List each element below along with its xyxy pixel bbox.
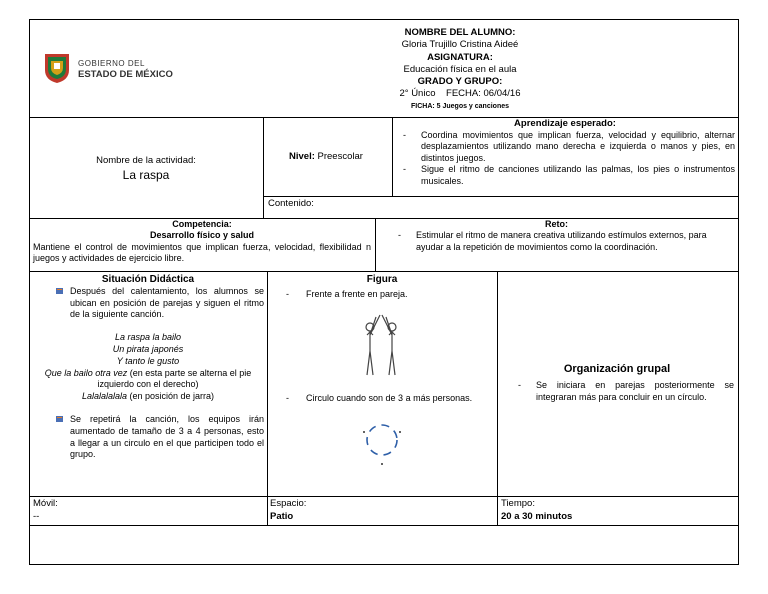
header-info: [320, 27, 600, 113]
figura-cell: [270, 274, 494, 299]
figura-title: Figura: [366, 274, 398, 285]
activity-name-cell: [30, 155, 262, 182]
logo-line-1: GOBIERNO DEL: [78, 59, 145, 68]
tiempo-label: Tiempo:: [501, 498, 535, 509]
reto-title: Reto:: [545, 219, 568, 229]
espacio-label: Espacio:: [270, 498, 307, 509]
grade-value: 2° Único: [399, 88, 436, 100]
level-label: Nivel:: [289, 151, 315, 162]
movil-label: Móvil:: [33, 498, 58, 509]
book-bullet-icon: [56, 415, 64, 423]
song-line: Un pirata japonés: [112, 343, 184, 354]
organizacion-cell: [500, 364, 734, 403]
rule-contenido: [263, 196, 739, 197]
pair-facing-illustration: [356, 311, 406, 379]
rule-v3: [375, 218, 376, 271]
espacio-cell: [270, 498, 306, 523]
rule-v4: [267, 271, 268, 525]
competencia-text: Mantiene el control de movimientos que implican fuerza, velocidad, flexibilidad n juegos y actividades de ejercicio libre.: [33, 241, 371, 264]
song-line: Lalalalalala (en posición de jarra): [81, 391, 215, 402]
situacion-cell: [32, 274, 264, 461]
dash-icon: -: [403, 129, 406, 140]
tiempo-value: 20 a 30 minutos: [501, 510, 573, 522]
situacion-paragraph-2: Se repetirá la canción, los equipos irán aumentado de tamaño de 3 a 4 personas, esto a llegar a un circulo en el que participen todo el grupo.: [54, 414, 264, 461]
dash-icon: -: [286, 393, 289, 403]
competencia-subtitle: Desarrollo físico y salud: [149, 230, 255, 241]
dash-icon: -: [518, 379, 521, 390]
rule-v2: [392, 117, 393, 196]
date-text: FECHA: 06/04/16: [446, 88, 521, 100]
dash-icon: -: [403, 164, 406, 175]
rule-row4: [29, 496, 739, 497]
rule-v5: [497, 271, 498, 525]
rule-v1: [263, 117, 264, 218]
tiempo-cell: [501, 498, 572, 523]
activity-name-label: Nombre de la actividad:: [96, 155, 196, 166]
ficha-label: FICHA: 5 Juegos y canciones: [410, 102, 510, 110]
subject-label: ASIGNATURA:: [427, 51, 493, 63]
figura-item-1: - Frente a frente en pareja.: [286, 289, 408, 299]
song-line: La raspa la bailo: [114, 332, 182, 343]
movil-value: --: [33, 510, 40, 522]
logo-line-2: ESTADO DE MÉXICO: [78, 69, 173, 80]
activity-name-value: La raspa: [122, 168, 170, 182]
subject-value: Educación física en el aula: [403, 63, 517, 75]
rule-row3: [29, 271, 739, 272]
figura-item-2: - Circulo cuando son de 3 a más personas.: [286, 393, 473, 403]
espacio-value: Patio: [270, 510, 294, 522]
song-line: Que la bailo otra vez (en esta parte se alterna el pie izquierdo con el derecho): [44, 367, 252, 390]
learning-item-2: - Sigue el ritmo de canciones utilizando las palmas, los pies o instrumentos musicales.: [403, 164, 735, 186]
student-name: Gloria Trujillo Cristina Aideé: [401, 39, 519, 51]
organizacion-title: Organización grupal: [563, 363, 671, 375]
reto-cell: [378, 219, 735, 253]
song-lyrics: [32, 332, 264, 403]
circle-formation-illustration: [360, 420, 404, 472]
level-value: Preescolar: [317, 151, 363, 162]
state-logo: [42, 52, 182, 86]
reto-item: - Estimular el ritmo de manera creativa utilizando estímulos externos, para ayudar a la repetición de movimientos como la coordinación.: [398, 230, 707, 252]
grade-date-line: [320, 88, 600, 100]
situacion-paragraph-1: Después del calentamiento, los alumnos se ubican en posición de parejas y siguen el ritmo de la siguiente canción.: [54, 286, 264, 321]
organizacion-item: - Se iniciara en parejas posteriormente se integraran más para concluir en un círculo.: [518, 379, 734, 402]
student-label: NOMBRE DEL ALUMNO:: [404, 27, 516, 38]
learning-title: Aprendizaje esperado:: [514, 118, 616, 129]
competencia-title: Competencia:: [172, 219, 232, 229]
level-cell: [289, 151, 363, 162]
coat-of-arms-icon: [42, 52, 72, 84]
grade-label: GRADO Y GRUPO:: [417, 76, 503, 88]
song-line: Y tanto le gusto: [116, 355, 180, 366]
dash-icon: -: [398, 230, 401, 241]
book-bullet-icon: [56, 287, 64, 295]
competencia-cell: [33, 219, 371, 265]
content-label: Contenido:: [268, 198, 314, 209]
learning-cell: [395, 118, 735, 188]
learning-item-1: - Coordina movimientos que implican fuerza, velocidad y equilibrio, alternar desplazamientos utilizando mano derecha e izquierda o manos y pies, en distintos juegos.: [403, 129, 735, 163]
situacion-title: Situación Didáctica: [101, 274, 195, 285]
rule-row5: [29, 525, 739, 526]
movil-cell: [33, 498, 58, 523]
dash-icon: -: [286, 289, 289, 299]
